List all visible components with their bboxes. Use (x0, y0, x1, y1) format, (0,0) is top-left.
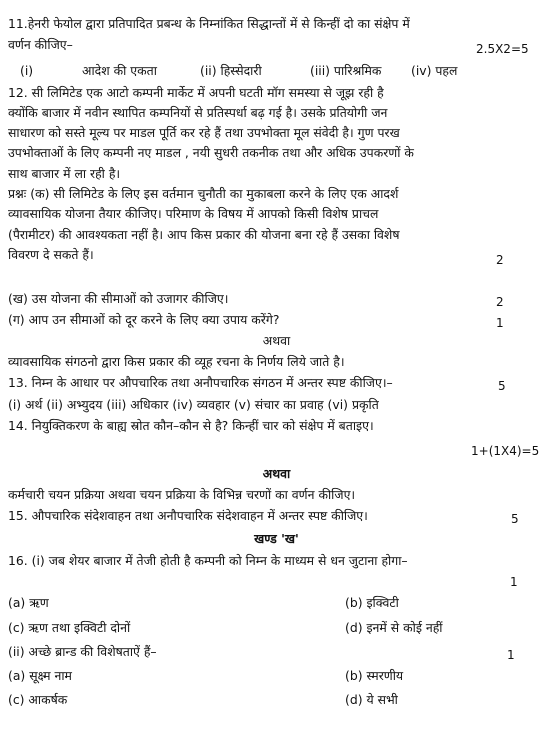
q12-ka-marks: 2 (496, 253, 504, 267)
q14-or: अथवा (262, 466, 291, 481)
q12-line-9: विवरण दे सकते हैं। (8, 247, 94, 262)
q12-line-3: साधारण को सस्ते मूल्य पर माडल पूर्ति कर रहे हैं तथा उपभोक्ता मूल संवेदी है। गुण परख (8, 125, 400, 140)
q11-option-4: (iv) पहल (411, 63, 458, 78)
q16-option-d1: (d) इनमें से कोई नहीं (345, 620, 443, 635)
q14-marks: 1+(1X4)=5 (471, 444, 540, 458)
q16-option-c1: (c) ऋण तथा इक्विटी दोनों (8, 620, 131, 635)
q16-option-d2: (d) ये सभी (345, 692, 398, 707)
q11-option-3: (iii) पारिश्रमिक (310, 63, 382, 78)
q11-option-1: (i) (20, 63, 34, 78)
q12-line-1: 12. सी लिमिटेड एक आटो कम्पनी मार्केट में अपनी घटती मॉग समस्या से जूझ रही है (8, 85, 384, 100)
q15-line-1: 15. औपचारिक संदेशवाहन तथा अनौपचारिक संदेशवाहन में अन्तर स्पष्ट कीजिए। (8, 508, 368, 523)
q11-option-1-text: आदेश की एकता (82, 63, 157, 78)
q13-line-2: (i) अर्थ (ii) अभ्युदय (iii) अधिकार (iv) व्यवहार (v) संचार का प्रवाह (vi) प्रकृति (8, 397, 379, 412)
q16-option-a2: (a) सूक्ष्म नाम (8, 668, 72, 683)
q12-line-4: उपभोक्ताओं के लिए कम्पनी नए माडल , नयी सुधरी तकनीक तथा और अधिक उपकरणों के (8, 145, 414, 160)
q11-marks: 2.5X2=5 (476, 42, 529, 56)
section-heading: खण्ड 'ख' (254, 531, 299, 546)
q11-line-2: वर्णन कीजिए– (8, 37, 73, 52)
q16-option-b2: (b) स्मरणीय (345, 668, 404, 683)
q13-line-1: 13. निम्न के आधार पर औपचारिक तथा अनौपचारिक संगठन में अन्तर स्पष्ट कीजिए।– (8, 375, 393, 390)
q16-option-a1: (a) ऋण (8, 595, 49, 610)
q13-marks: 5 (498, 379, 506, 393)
q12-line-8: (पैरामीटर) की आवश्यकता नहीं है। आप किस प्रकार की योजना बना रहे हैं उसका विशेष (8, 227, 400, 242)
q16-option-b1: (b) इक्विटी (345, 595, 399, 610)
q16-marks-1: 1 (510, 575, 518, 589)
q12-line-2: क्योंकि बाजार में नवीन स्थापित कम्पनियों से प्रतिस्पर्धा बढ़ गई है। उसके प्रतियोगी जन (8, 105, 388, 120)
q12-kha: (ख) उस योजना की सीमाओं को उजागर कीजिए। (8, 291, 229, 306)
q14-line-1: 14. नियुक्तिकरण के बाह्य स्रोत कौन–कौन से है? किन्हीं चार को संक्षेप में बताइए। (8, 418, 374, 433)
q12-ga-marks: 1 (496, 316, 504, 330)
q12-alternative: व्यावसायिक संगठनो द्वारा किस प्रकार की व्यूह रचना के निर्णय लिये जाते है। (8, 354, 345, 369)
q12-kha-marks: 2 (496, 295, 504, 309)
q12-line-5: साथ बाजार में ला रही है। (8, 166, 121, 181)
q12-line-7: व्यावसायिक योजना तैयार कीजिए। परिमाण के विषय में आपको किसी विशेष प्राचल (8, 206, 379, 221)
q16-line-1: 16. (i) जब शेयर बाजार में तेजी होती है कम्पनी को निम्न के माध्यम से धन जुटाना होगा– (8, 553, 408, 568)
q11-line-1: 11.हेनरी फेयोल द्वारा प्रतिपादित प्रबन्ध के निम्नांकित सिद्धान्तों में से किन्हीं दो का संक्षेप में (8, 16, 410, 31)
q11-option-2: (ii) हिस्सेदारी (200, 63, 262, 78)
q15-marks: 5 (511, 512, 519, 526)
q14-alternative: कर्मचारी चयन प्रक्रिया अथवा चयन प्रक्रिया के विभिन्न चरणों का वर्णन कीजिए। (8, 487, 356, 502)
q12-line-6: प्रश्नः (क) सी लिमिटेड के लिए इस वर्तमान चुनौती का मुकाबला करने के लिए एक आदर्श (8, 186, 399, 201)
q16-option-c2: (c) आकर्षक (8, 692, 68, 707)
q12-or: अथवा (262, 333, 291, 348)
q16-marks-2: 1 (507, 648, 515, 662)
q12-ga: (ग) आप उन सीमाओं को दूर करने के लिए क्या उपाय करेंगे? (8, 312, 280, 327)
q16-part-ii: (ii) अच्छे ब्रान्ड की विशेषताऐं हैं– (8, 644, 157, 659)
